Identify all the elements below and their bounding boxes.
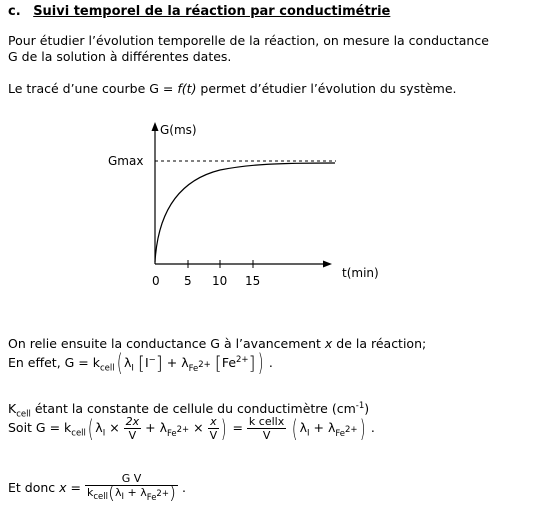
y-axis-arrow	[152, 122, 159, 131]
fraction-gv-over-denominator: $\frac{\text{G V}}{k_{cell}(\lambda_I + \lambda_{Fe^{2+}})}$	[86, 472, 176, 504]
x-tick-label-15: 15	[245, 274, 261, 288]
x-tick-label-0: 0	[152, 274, 160, 288]
x-axis-arrow	[323, 261, 332, 268]
kcell-definition: $K_{cell}$ étant la constante de cellule du conductimètre $(cm^{-1})$	[8, 401, 370, 420]
gmax-label: Gmax	[108, 154, 144, 168]
x-axis-label: t(min)	[342, 266, 379, 280]
relation-line-1: On relie ensuite la conductance G à l’avancement x de la réaction;	[8, 336, 427, 351]
fraction-kcellx-over-v: $\frac{\text{k cellx}}{V}$	[248, 415, 285, 442]
paragraph-1-line-2: G de la solution à différentes dates.	[8, 49, 232, 64]
x-tick-label-5: 5	[184, 274, 192, 288]
donc-formula: Et donc x = $\frac{\text{G V}}{k_{cell}(\lambda_I + \lambda_{Fe^{2+}})}$ .	[8, 472, 186, 504]
soit-formula: Soit $G = k_{cell}$( $\lambda_I$ × $\frac{2x}{V}$ + $\lambda_{Fe^{2+}}$ × $\frac{x}{V}$ ) = $\frac{\text{k cellx}}{V}$ ( $\lambda_I + \lambda_{Fe^{2+}}$) .	[8, 414, 375, 443]
conductance-curve	[155, 163, 335, 262]
fraction-2x-over-v: $\frac{2x}{V}$	[125, 415, 140, 442]
section-title: Suivi temporel de la réaction par conductimétrie	[33, 4, 391, 19]
x-tick-label-10: 10	[212, 274, 228, 288]
section-number: c.	[8, 4, 21, 19]
y-axis-label: G(ms)	[160, 123, 197, 137]
paragraph-1-line-1: Pour étudier l’évolution temporelle de la réaction, on mesure la conductance	[8, 33, 489, 48]
fraction-x-over-v: $\frac{x}{V}$	[209, 415, 218, 442]
paragraph-2: Le tracé d’une courbe G = f(t) permet d’étudier l’évolution du système.	[8, 81, 457, 96]
relation-formula: En effet, $G = k_{cell}$( $\lambda_I$ $[I^-] + \lambda_{Fe^{2+}}$ $[Fe^{2+}]$) .	[8, 349, 273, 378]
